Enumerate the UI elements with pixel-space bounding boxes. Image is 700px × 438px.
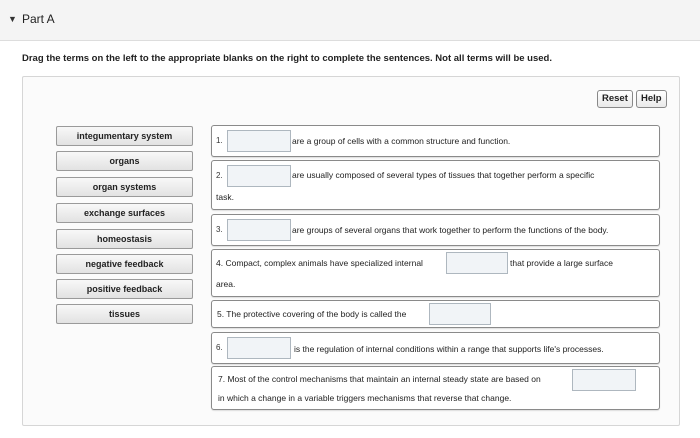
sentence-text: 5. The protective covering of the body is called the xyxy=(217,309,407,319)
part-title: Part A xyxy=(22,12,55,26)
sentence-number: 2. xyxy=(216,171,223,180)
collapse-arrow-icon[interactable]: ▼ xyxy=(8,14,17,24)
drop-target-2[interactable] xyxy=(227,165,291,187)
sentence-text: 7. Most of the control mechanisms that maintain an internal steady state are based on xyxy=(218,374,541,384)
sentence-continuation: task. xyxy=(216,192,234,202)
term-organs[interactable]: organs xyxy=(56,151,193,171)
sentence-text: are usually composed of several types of tissues that together perform a specific xyxy=(292,170,595,180)
sentence-text: is the regulation of internal conditions within a range that supports life's processes. xyxy=(294,344,604,354)
sentence-continuation: in which a change in a variable triggers mechanisms that reverse that change. xyxy=(218,393,512,403)
term-integumentary-system[interactable]: integumentary system xyxy=(56,126,193,146)
sentence-text: are groups of several organs that work together to perform the functions of the body. xyxy=(292,225,609,235)
term-homeostasis[interactable]: homeostasis xyxy=(56,229,193,249)
sentence-4 xyxy=(211,249,660,297)
sentence-1 xyxy=(211,125,660,157)
term-positive-feedback[interactable]: positive feedback xyxy=(56,279,193,299)
sentence-3 xyxy=(211,214,660,246)
sentence-number: 6. xyxy=(216,343,223,352)
drop-target-5[interactable] xyxy=(429,303,491,325)
drop-target-6[interactable] xyxy=(227,337,291,359)
sentence-6 xyxy=(211,332,660,364)
term-exchange-surfaces[interactable]: exchange surfaces xyxy=(56,203,193,223)
sentence-text: 4. Compact, complex animals have specialized internal xyxy=(216,258,423,268)
sentence-continuation: area. xyxy=(216,279,236,289)
sentence-text-after: that provide a large surface xyxy=(510,258,614,268)
sentence-5 xyxy=(211,300,660,328)
part-header[interactable] xyxy=(0,0,700,41)
sentence-number: 3. xyxy=(216,225,223,234)
drop-target-7[interactable] xyxy=(572,369,636,391)
drop-target-1[interactable] xyxy=(227,130,291,152)
sentence-2 xyxy=(211,160,660,210)
sentence-number: 1. xyxy=(216,136,223,145)
help-button[interactable]: Help xyxy=(636,90,667,108)
drop-target-3[interactable] xyxy=(227,219,291,241)
sentence-7 xyxy=(211,366,660,410)
term-negative-feedback[interactable]: negative feedback xyxy=(56,254,193,274)
sentence-text: are a group of cells with a common structure and function. xyxy=(292,136,511,146)
instructions: Drag the terms on the left to the appropriate blanks on the right to complete the sentences. Not all terms will be used. xyxy=(22,53,552,64)
drop-target-4[interactable] xyxy=(446,252,508,274)
term-tissues[interactable]: tissues xyxy=(56,304,193,324)
reset-button[interactable]: Reset xyxy=(597,90,633,108)
term-organ-systems[interactable]: organ systems xyxy=(56,177,193,197)
